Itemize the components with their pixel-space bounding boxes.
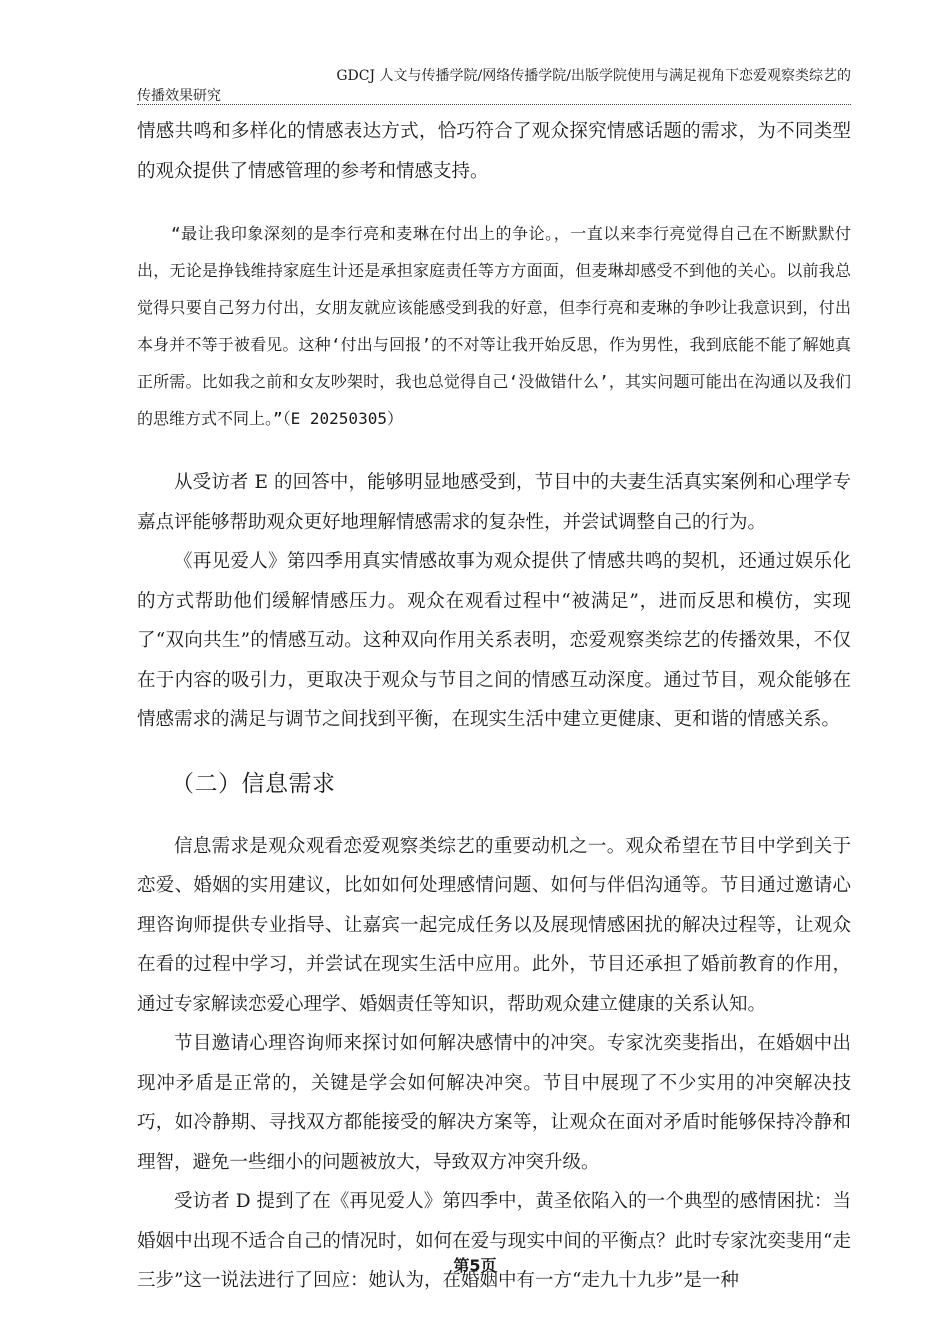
header-line-1: GDCJ 人文与传播学院/网络传播学院/出版学院使用与满足视角下恋爱观察类综艺的: [336, 68, 851, 84]
page-number: 第5页: [453, 1256, 497, 1275]
paragraph-continued: 情感共鸣和多样化的情感表达方式，恰巧符合了观众探究情感话题的需求，为不同类型的观众提供了情感管理的参考和情感支持。: [137, 121, 851, 182]
paragraph-emotional-resonance: 《再见爱人》第四季用真实情感故事为观众提供了情感共鸣的契机，还通过娱乐化的方式帮助他们缓解情感压力。观众在观看过程中“被满足”，进而反思和模仿，实现了“双向共生”的情感互动。这种双向作用关系表明，恋爱观察类综艺的传播效果，不仅在于内容的吸引力，更取决于观众与节目之间的情感互动深度。通过节目，观众能够在情感需求的满足与调节之间找到平衡，在现实生活中建立更健康、更和谐的情感关系。: [137, 551, 851, 730]
header-divider: [137, 104, 851, 105]
body-content: [137, 112, 851, 1301]
paragraph-analysis-e: 从受访者 E 的回答中，能够明显地感受到，节目中的夫妻生活真实案例和心理学专嘉点评能够帮助观众更好地理解情感需求的复杂性，并尝试调整自己的行为。: [137, 472, 851, 533]
header-line-2: 传播效果研究: [137, 88, 221, 104]
interview-quote: “最让我印象深刻的是李行亮和麦琳在付出上的争论。，一直以来李行亮觉得自己在不断默默付出，无论是挣钱维持家庭生计还是承担家庭责任等方方面面，但麦琳却感受不到他的关心。以前我总觉得只要自己努力付出，女朋友就应该能感受到我的好意，但李行亮和麦琳的争吵让我意识到，付出本身并不等于被看见。这种‘付出与回报’的不对等让我开始反思，作为男性，我到底能不能了解她真正所需。比如我之前和女友吵架时，我也总觉得自己‘没做错什么’，其实问题可能出在沟通以及我们的思维方式不同上。”（E 20250305）: [137, 224, 851, 428]
running-header: [137, 66, 851, 106]
paragraph-information-need: 信息需求是观众观看恋爱观察类综艺的重要动机之一。观众希望在节目中学到关于恋爱、婚姻的实用建议，比如如何处理感情问题、如何与伴侣沟通等。节目通过邀请心理咨询师提供专业指导、让嘉宾一起完成任务以及展现情感困扰的解决过程等，让观众在看的过程中学习，并尝试在现实生活中应用。此外，节目还承担了婚前教育的作用，通过专家解读恋爱心理学、婚姻责任等知识，帮助观众建立健康的关系认知。: [137, 835, 851, 1015]
section-heading: （二）信息需求: [171, 770, 336, 797]
paragraph-interviewee-d: 受访者 D 提到了在《再见爱人》第四季中，黄圣依陷入的一个典型的感情困扰：当婚姻中出现不适合自己的情况时，如何在爱与现实中间的平衡点？此时专家沈奕斐用“走三步”这一说法进行了回应：她认为，在婚姻中有一方“走九十九步”是一种: [137, 1191, 851, 1291]
paragraph-conflict-resolution: 节目邀请心理咨询师来探讨如何解决感情中的冲突。专家沈奕斐指出，在婚姻中出现冲矛盾是正常的，关键是学会如何解决冲突。节目中展现了不少实用的冲突解决技巧，如冷静期、寻找双方都能接受的解决方案等，让观众在面对矛盾时能够保持冷静和理智，避免一些细小的问题被放大，导致双方冲突升级。: [137, 1033, 851, 1173]
